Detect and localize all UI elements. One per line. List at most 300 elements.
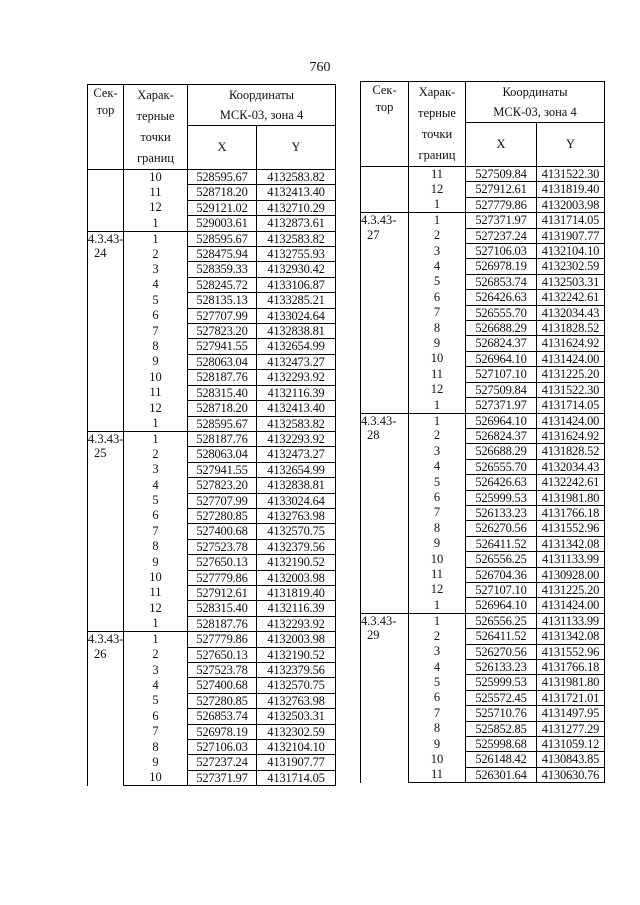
point-number-cell: 8 <box>124 339 188 354</box>
point-number-cell: 1 <box>409 613 466 628</box>
x-coordinate-cell: 528187.76 <box>188 616 257 631</box>
point-number-cell: 2 <box>409 228 466 243</box>
point-number-cell: 8 <box>124 539 188 554</box>
table-row <box>88 231 336 246</box>
point-number-cell: 4 <box>409 660 466 675</box>
y-coordinate-cell: 4131981.80 <box>537 490 605 505</box>
point-number-cell: 3 <box>124 663 188 678</box>
x-coordinate-cell: 528245.72 <box>188 277 257 292</box>
y-coordinate-cell: 4131828.52 <box>537 444 605 459</box>
y-coordinate-cell: 4132116.39 <box>257 385 336 400</box>
x-coordinate-cell: 527912.61 <box>466 182 537 197</box>
point-number-cell: 6 <box>409 290 466 305</box>
point-number-cell: 9 <box>409 336 466 351</box>
table-row <box>88 277 336 292</box>
x-coordinate-cell: 525999.53 <box>466 490 537 505</box>
sector-cell: 4.3.43- 26 <box>88 632 124 786</box>
y-coordinate-cell: 4132034.43 <box>537 459 605 474</box>
y-coordinate-cell: 4130630.76 <box>537 767 605 782</box>
x-coordinate-cell: 527371.97 <box>466 398 537 413</box>
x-coordinate-cell: 526978.19 <box>188 724 257 739</box>
x-coordinate-cell: 528187.76 <box>188 370 257 385</box>
table-row <box>88 555 336 570</box>
left-table-body <box>88 170 336 786</box>
table-row <box>88 601 336 616</box>
point-number-cell: 7 <box>409 505 466 520</box>
table-row <box>88 447 336 462</box>
y-coordinate-cell: 4131624.92 <box>537 428 605 443</box>
point-number-cell: 12 <box>409 582 466 597</box>
point-number-cell: 2 <box>124 447 188 462</box>
y-coordinate-cell: 4131828.52 <box>537 321 605 336</box>
x-coordinate-cell: 527280.85 <box>188 693 257 708</box>
characteristic-points-header: Харак- терные точки границ <box>124 85 188 170</box>
y-coordinate-cell: 4132583.82 <box>257 170 336 185</box>
y-coordinate-cell: 4131552.96 <box>537 521 605 536</box>
page-number: 760 <box>309 60 331 75</box>
x-coordinate-cell: 526704.36 <box>466 567 537 582</box>
sector-cell: 4.3.43- 24 <box>88 231 124 431</box>
x-coordinate-cell: 528315.40 <box>188 385 257 400</box>
y-coordinate-cell: 4131522.30 <box>537 382 605 397</box>
x-coordinate-cell: 527280.85 <box>188 508 257 523</box>
table-row <box>88 247 336 262</box>
x-coordinate-cell: 527509.84 <box>466 382 537 397</box>
table-row <box>88 539 336 554</box>
table-row <box>88 632 336 647</box>
sector-cell <box>88 170 124 232</box>
y-coordinate-cell: 4130928.00 <box>537 567 605 582</box>
x-coordinate-cell: 526555.70 <box>466 459 537 474</box>
y-coordinate-cell: 4132755.93 <box>257 247 336 262</box>
x-coordinate-cell: 525999.53 <box>466 675 537 690</box>
y-coordinate-cell: 4131714.05 <box>257 770 336 785</box>
x-coordinate-cell: 527707.99 <box>188 308 257 323</box>
x-coordinate-cell: 525572.45 <box>466 690 537 705</box>
point-number-cell: 12 <box>124 200 188 215</box>
table-row <box>88 478 336 493</box>
sector-cell: 4.3.43- 29 <box>361 613 409 782</box>
table-row <box>88 200 336 215</box>
y-coordinate-cell: 4131225.20 <box>537 582 605 597</box>
x-coordinate-cell: 525710.76 <box>466 706 537 721</box>
y-coordinate-cell: 4130843.85 <box>537 752 605 767</box>
point-number-cell: 7 <box>409 706 466 721</box>
characteristic-points-header: Харак- терные точки границ <box>409 82 466 167</box>
y-coordinate-cell: 4132473.27 <box>257 447 336 462</box>
table-row <box>88 262 336 277</box>
y-coordinate-cell: 4132583.82 <box>257 231 336 246</box>
y-coordinate-cell: 4131907.77 <box>537 228 605 243</box>
x-coordinate-cell: 527371.97 <box>466 213 537 228</box>
y-coordinate-cell: 4132034.43 <box>537 305 605 320</box>
x-coordinate-cell: 528135.13 <box>188 293 257 308</box>
y-coordinate-cell: 4132503.31 <box>537 274 605 289</box>
x-coordinate-cell: 527400.68 <box>188 678 257 693</box>
y-coordinate-cell: 4131342.08 <box>537 629 605 644</box>
point-number-cell: 9 <box>124 755 188 770</box>
x-coordinate-cell: 526964.10 <box>466 351 537 366</box>
y-coordinate-cell: 4131766.18 <box>537 660 605 675</box>
y-coordinate-cell: 4131424.00 <box>537 598 605 613</box>
y-coordinate-cell: 4132293.92 <box>257 370 336 385</box>
y-coordinate-cell: 4131721.01 <box>537 690 605 705</box>
point-number-cell: 3 <box>409 444 466 459</box>
point-number-cell: 12 <box>409 382 466 397</box>
y-coordinate-cell: 4132413.40 <box>257 401 336 416</box>
point-number-cell: 9 <box>409 737 466 752</box>
coordinates-header: Координаты МСК-03, зона 4 <box>466 82 605 123</box>
x-coordinate-cell: 526270.56 <box>466 644 537 659</box>
y-coordinate-cell: 4132379.56 <box>257 539 336 554</box>
x-coordinate-cell: 527779.86 <box>188 632 257 647</box>
point-number-cell: 9 <box>124 555 188 570</box>
x-coordinate-cell: 527707.99 <box>188 493 257 508</box>
y-coordinate-cell: 4131342.08 <box>537 536 605 551</box>
table-row <box>88 216 336 231</box>
table-row <box>361 613 605 628</box>
point-number-cell: 1 <box>124 216 188 231</box>
point-number-cell: 7 <box>124 524 188 539</box>
x-coordinate-cell: 527237.24 <box>188 755 257 770</box>
point-number-cell: 5 <box>124 693 188 708</box>
x-coordinate-cell: 528063.04 <box>188 447 257 462</box>
x-coordinate-cell: 526411.52 <box>466 629 537 644</box>
point-number-cell: 1 <box>124 431 188 446</box>
table-row <box>88 293 336 308</box>
x-coordinate-cell: 526556.25 <box>466 552 537 567</box>
sector-header: Сек- тор <box>361 82 409 167</box>
x-coordinate-cell: 527779.86 <box>466 197 537 212</box>
coordinates-table-left <box>87 84 336 786</box>
x-coordinate-cell: 526426.63 <box>466 475 537 490</box>
table-row <box>88 570 336 585</box>
x-coordinate-cell: 528359.33 <box>188 262 257 277</box>
y-coordinate-cell: 4132116.39 <box>257 601 336 616</box>
x-coordinate-cell: 529121.02 <box>188 200 257 215</box>
x-coordinate-cell: 526964.10 <box>466 598 537 613</box>
x-coordinate-cell: 526964.10 <box>466 413 537 428</box>
y-coordinate-cell: 4131714.05 <box>537 398 605 413</box>
y-coordinate-cell: 4132763.98 <box>257 693 336 708</box>
sector-cell: 4.3.43- 27 <box>361 213 409 413</box>
y-coordinate-cell: 4132003.98 <box>257 570 336 585</box>
table-row <box>88 324 336 339</box>
x-coordinate-cell: 527400.68 <box>188 524 257 539</box>
y-coordinate-cell: 4132302.59 <box>537 259 605 274</box>
table-row <box>88 647 336 662</box>
point-number-cell: 5 <box>409 475 466 490</box>
x-coordinate-cell: 526853.74 <box>188 709 257 724</box>
point-number-cell: 1 <box>409 213 466 228</box>
y-coordinate-cell: 4131624.92 <box>537 336 605 351</box>
point-number-cell: 2 <box>124 247 188 262</box>
x-coordinate-cell: 526556.25 <box>466 613 537 628</box>
point-number-cell: 4 <box>124 678 188 693</box>
y-coordinate-cell: 4131059.12 <box>537 737 605 752</box>
x-coordinate-cell: 525852.85 <box>466 721 537 736</box>
table-row <box>88 524 336 539</box>
y-coordinate-cell: 4133024.64 <box>257 493 336 508</box>
point-number-cell: 8 <box>409 321 466 336</box>
x-coordinate-cell: 526411.52 <box>466 536 537 551</box>
table-row <box>88 709 336 724</box>
point-number-cell: 3 <box>124 462 188 477</box>
y-coordinate-cell: 4132379.56 <box>257 663 336 678</box>
point-number-cell: 4 <box>124 277 188 292</box>
x-coordinate-cell: 528718.20 <box>188 401 257 416</box>
table-row <box>88 354 336 369</box>
table-row <box>88 678 336 693</box>
x-coordinate-cell: 528595.67 <box>188 170 257 185</box>
point-number-cell: 10 <box>409 351 466 366</box>
point-number-cell: 10 <box>409 752 466 767</box>
y-coordinate-cell: 4132242.61 <box>537 290 605 305</box>
table-row <box>88 693 336 708</box>
point-number-cell: 8 <box>409 721 466 736</box>
point-number-cell: 3 <box>124 262 188 277</box>
x-coordinate-cell: 526133.23 <box>466 660 537 675</box>
table-row <box>88 770 336 785</box>
sector-header: Сек- тор <box>88 85 124 170</box>
point-number-cell: 3 <box>409 644 466 659</box>
point-number-cell: 10 <box>124 170 188 185</box>
x-coordinate-cell: 526853.74 <box>466 274 537 289</box>
table-row <box>88 308 336 323</box>
point-number-cell: 12 <box>124 401 188 416</box>
point-number-cell: 6 <box>124 709 188 724</box>
point-number-cell: 10 <box>124 370 188 385</box>
y-coordinate-cell: 4132003.98 <box>537 197 605 212</box>
y-coordinate-cell: 4131552.96 <box>537 644 605 659</box>
point-number-cell: 1 <box>409 413 466 428</box>
y-coordinate-cell: 4132930.42 <box>257 262 336 277</box>
x-coordinate-cell: 526148.42 <box>466 752 537 767</box>
point-number-cell: 6 <box>124 308 188 323</box>
y-column-header: Y <box>257 126 336 170</box>
x-coordinate-cell: 527107.10 <box>466 582 537 597</box>
point-number-cell: 1 <box>124 231 188 246</box>
x-coordinate-cell: 527779.86 <box>188 570 257 585</box>
y-coordinate-cell: 4131424.00 <box>537 351 605 366</box>
y-coordinate-cell: 4132190.52 <box>257 555 336 570</box>
y-coordinate-cell: 4132503.31 <box>257 709 336 724</box>
point-number-cell: 4 <box>409 459 466 474</box>
x-coordinate-cell: 528315.40 <box>188 601 257 616</box>
x-coordinate-cell: 526301.64 <box>466 767 537 782</box>
point-number-cell: 9 <box>409 536 466 551</box>
table-row <box>361 413 605 428</box>
x-coordinate-cell: 526555.70 <box>466 305 537 320</box>
point-number-cell: 11 <box>409 367 466 382</box>
point-number-cell: 6 <box>409 690 466 705</box>
y-coordinate-cell: 4132873.61 <box>257 216 336 231</box>
table-row <box>88 185 336 200</box>
y-coordinate-cell: 4131225.20 <box>537 367 605 382</box>
x-coordinate-cell: 527107.10 <box>466 367 537 382</box>
y-coordinate-cell: 4132104.10 <box>257 740 336 755</box>
x-coordinate-cell: 527650.13 <box>188 647 257 662</box>
point-number-cell: 11 <box>409 167 466 182</box>
y-coordinate-cell: 4131907.77 <box>257 755 336 770</box>
table-row <box>88 416 336 431</box>
y-coordinate-cell: 4131522.30 <box>537 167 605 182</box>
point-number-cell: 1 <box>124 632 188 647</box>
x-coordinate-cell: 527912.61 <box>188 585 257 600</box>
table-row <box>88 385 336 400</box>
point-number-cell: 4 <box>124 478 188 493</box>
table-row <box>88 724 336 739</box>
y-coordinate-cell: 4132413.40 <box>257 185 336 200</box>
sector-cell: 4.3.43- 25 <box>88 431 124 631</box>
x-coordinate-cell: 526688.29 <box>466 444 537 459</box>
y-coordinate-cell: 4131819.40 <box>257 585 336 600</box>
y-coordinate-cell: 4131133.99 <box>537 613 605 628</box>
table-row <box>88 370 336 385</box>
x-coordinate-cell: 527823.20 <box>188 324 257 339</box>
point-number-cell: 5 <box>124 493 188 508</box>
x-coordinate-cell: 528187.76 <box>188 431 257 446</box>
y-coordinate-cell: 4131497.95 <box>537 706 605 721</box>
point-number-cell: 11 <box>124 385 188 400</box>
y-coordinate-cell: 4132104.10 <box>537 244 605 259</box>
x-coordinate-cell: 527371.97 <box>188 770 257 785</box>
x-coordinate-cell: 527941.55 <box>188 339 257 354</box>
y-coordinate-cell: 4132763.98 <box>257 508 336 523</box>
y-coordinate-cell: 4132570.75 <box>257 524 336 539</box>
point-number-cell: 12 <box>124 601 188 616</box>
point-number-cell: 7 <box>124 724 188 739</box>
x-coordinate-cell: 527823.20 <box>188 478 257 493</box>
table-row <box>88 401 336 416</box>
point-number-cell: 11 <box>409 567 466 582</box>
point-number-cell: 8 <box>409 521 466 536</box>
table-row <box>88 462 336 477</box>
table-row <box>88 508 336 523</box>
y-coordinate-cell: 4133106.87 <box>257 277 336 292</box>
point-number-cell: 9 <box>124 354 188 369</box>
point-number-cell: 10 <box>409 552 466 567</box>
sector-cell: 4.3.43- 28 <box>361 413 409 613</box>
x-column-header: X <box>466 123 537 167</box>
point-number-cell: 7 <box>409 305 466 320</box>
point-number-cell: 11 <box>409 767 466 782</box>
point-number-cell: 7 <box>124 324 188 339</box>
x-coordinate-cell: 527106.03 <box>466 244 537 259</box>
y-coordinate-cell: 4132838.81 <box>257 324 336 339</box>
point-number-cell: 1 <box>124 616 188 631</box>
y-coordinate-cell: 4132654.99 <box>257 462 336 477</box>
y-coordinate-cell: 4131277.29 <box>537 721 605 736</box>
x-coordinate-cell: 528595.67 <box>188 231 257 246</box>
point-number-cell: 6 <box>409 490 466 505</box>
x-coordinate-cell: 526824.37 <box>466 428 537 443</box>
y-coordinate-cell: 4132302.59 <box>257 724 336 739</box>
table-row <box>88 585 336 600</box>
y-column-header: Y <box>537 123 605 167</box>
y-coordinate-cell: 4132570.75 <box>257 678 336 693</box>
y-coordinate-cell: 4131714.05 <box>537 213 605 228</box>
y-coordinate-cell: 4131766.18 <box>537 505 605 520</box>
x-coordinate-cell: 526270.56 <box>466 521 537 536</box>
point-number-cell: 5 <box>124 293 188 308</box>
point-number-cell: 11 <box>124 185 188 200</box>
point-number-cell: 5 <box>409 274 466 289</box>
x-coordinate-cell: 527523.78 <box>188 539 257 554</box>
point-number-cell: 10 <box>124 770 188 785</box>
y-coordinate-cell: 4131424.00 <box>537 413 605 428</box>
y-coordinate-cell: 4132654.99 <box>257 339 336 354</box>
x-coordinate-cell: 526688.29 <box>466 321 537 336</box>
x-coordinate-cell: 527509.84 <box>466 167 537 182</box>
y-coordinate-cell: 4132242.61 <box>537 475 605 490</box>
x-coordinate-cell: 528063.04 <box>188 354 257 369</box>
y-coordinate-cell: 4132710.29 <box>257 200 336 215</box>
point-number-cell: 1 <box>409 598 466 613</box>
y-coordinate-cell: 4133285.21 <box>257 293 336 308</box>
x-coordinate-cell: 527523.78 <box>188 663 257 678</box>
y-coordinate-cell: 4131819.40 <box>537 182 605 197</box>
x-coordinate-cell: 527237.24 <box>466 228 537 243</box>
point-number-cell: 10 <box>124 570 188 585</box>
x-coordinate-cell: 527106.03 <box>188 740 257 755</box>
table-row <box>88 339 336 354</box>
x-coordinate-cell: 527941.55 <box>188 462 257 477</box>
y-coordinate-cell: 4131981.80 <box>537 675 605 690</box>
y-coordinate-cell: 4132003.98 <box>257 632 336 647</box>
y-coordinate-cell: 4131133.99 <box>537 552 605 567</box>
table-row <box>361 213 605 228</box>
y-coordinate-cell: 4133024.64 <box>257 308 336 323</box>
y-coordinate-cell: 4132583.82 <box>257 416 336 431</box>
x-coordinate-cell: 526824.37 <box>466 336 537 351</box>
table-row <box>88 740 336 755</box>
right-table-body <box>361 167 605 783</box>
table-row <box>361 167 605 182</box>
point-number-cell: 1 <box>124 416 188 431</box>
point-number-cell: 5 <box>409 675 466 690</box>
x-coordinate-cell: 526133.23 <box>466 505 537 520</box>
point-number-cell: 4 <box>409 259 466 274</box>
y-coordinate-cell: 4132838.81 <box>257 478 336 493</box>
table-row <box>88 755 336 770</box>
table-row <box>88 170 336 185</box>
x-coordinate-cell: 528718.20 <box>188 185 257 200</box>
table-row <box>88 663 336 678</box>
table-row <box>88 616 336 631</box>
y-coordinate-cell: 4132473.27 <box>257 354 336 369</box>
sector-cell <box>361 167 409 213</box>
point-number-cell: 3 <box>409 244 466 259</box>
x-coordinate-cell: 525998.68 <box>466 737 537 752</box>
point-number-cell: 2 <box>409 629 466 644</box>
x-coordinate-cell: 526426.63 <box>466 290 537 305</box>
point-number-cell: 12 <box>409 182 466 197</box>
y-coordinate-cell: 4132293.92 <box>257 616 336 631</box>
y-coordinate-cell: 4132293.92 <box>257 431 336 446</box>
x-column-header: X <box>188 126 257 170</box>
coordinates-header: Координаты МСК-03, зона 4 <box>188 85 336 126</box>
y-coordinate-cell: 4132190.52 <box>257 647 336 662</box>
point-number-cell: 11 <box>124 585 188 600</box>
point-number-cell: 6 <box>124 508 188 523</box>
x-coordinate-cell: 528595.67 <box>188 416 257 431</box>
point-number-cell: 2 <box>409 428 466 443</box>
table-row <box>88 431 336 446</box>
coordinates-table-right <box>360 81 605 783</box>
point-number-cell: 1 <box>409 197 466 212</box>
point-number-cell: 2 <box>124 647 188 662</box>
